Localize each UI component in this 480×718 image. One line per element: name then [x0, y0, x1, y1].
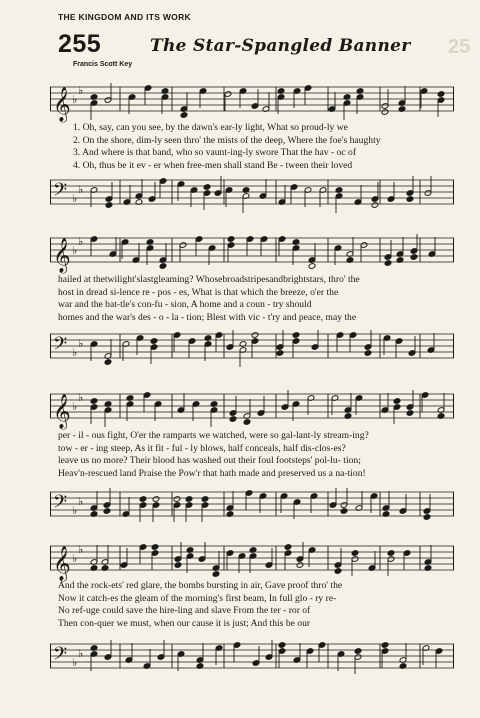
lyric-line: tow - er - ing steep, As it fit - ful - ly blows, half conceals, half dis-clos-es? [58, 442, 346, 454]
treble-clef-icon: 𝄞 [53, 238, 71, 273]
note-head [364, 350, 372, 357]
lyric-line: 3. And where is that band, who so vaunt-ing-ly swore That the hav - oc of [73, 147, 357, 158]
treble-staff [50, 538, 454, 580]
bass-staff [50, 172, 454, 214]
note-head [354, 648, 362, 655]
hymn-number: 255 [58, 30, 102, 58]
author-credit: Francis Scott Key [73, 61, 133, 68]
note-head [159, 263, 167, 270]
note-head [174, 562, 182, 569]
flat-icon: ♭ [78, 183, 84, 196]
note-head [296, 562, 304, 569]
note-head [284, 544, 292, 551]
bass-clef-icon: 𝄢 [53, 492, 68, 517]
flat-icon: ♭ [72, 346, 78, 359]
flat-icon: ♭ [72, 656, 78, 669]
lyrics-block [58, 580, 453, 630]
note-head [308, 263, 316, 270]
note-head [180, 112, 188, 119]
section-label: THE KINGDOM AND ITS WORK [58, 12, 191, 22]
lyric-line: host in dread si-lence re - pos - es, What is that which the breeze, o'er the [58, 286, 339, 298]
note-head [201, 496, 209, 503]
note-head [406, 196, 414, 203]
lyric-line: Then con-quer we must, when our cause it is just; And this be our [58, 617, 311, 629]
note-head [251, 332, 259, 339]
treble-staff [50, 79, 454, 121]
note-head [105, 202, 113, 209]
treble-staff [50, 386, 454, 428]
bass-clef-icon: 𝄢 [53, 334, 68, 359]
note-head [229, 416, 237, 423]
note-head [276, 350, 284, 357]
treble-clef-icon: 𝄞 [53, 546, 71, 581]
flat-icon: ♭ [78, 543, 84, 556]
lyric-line: 1. Oh, say, can you see, by the dawn's ear-ly light, What so proud-ly we [73, 122, 348, 133]
lyric-line: war and the bat-tle's con-fu - sion, A home and a coun - try should [58, 299, 312, 310]
lyric-line: per - il - ous fight, O'er the ramparts we watched, were so gal-lant-ly stream-ing? [58, 430, 369, 441]
lyric-line: No ref-uge could save the hire-ling and slave From the ter - ror of [58, 605, 311, 616]
flat-icon: ♭ [78, 337, 84, 350]
bass-clef-icon: 𝄢 [53, 644, 68, 669]
note-head [410, 254, 418, 261]
show-through-mark: 25 [448, 36, 471, 58]
note-head [227, 236, 235, 243]
bass-staff [50, 636, 454, 678]
note-head [173, 496, 181, 503]
lyric-line: leave us no more? Their blood has washed out their foul footsteps' pol-lu- tion; [58, 455, 361, 466]
flat-icon: ♭ [72, 504, 78, 517]
note-head [371, 202, 379, 209]
bass-clef-icon: 𝄢 [53, 180, 68, 205]
lyric-line: 4. Oh, thus be it ev - er when free-men shall stand Be - tween their loved [73, 159, 353, 171]
lyric-line: 2. On the shore, dim-ly seen thro' the mists of the deep, Where the foe's haughty [73, 134, 381, 146]
note-head [351, 550, 359, 557]
flat-icon: ♭ [78, 84, 84, 97]
note-head [139, 496, 147, 503]
lyric-line: hailed at thetwilight'slastgleaming? Whosebroadstripesandbrightstars, thro' the [58, 274, 360, 285]
lyric-line: Now it catch-es the gleam of the morning's first beam, In full glo - ry re- [58, 592, 337, 604]
note-head [387, 550, 395, 557]
treble-clef-icon: 𝄞 [53, 394, 71, 429]
note-head [90, 398, 98, 405]
note-head [152, 496, 160, 503]
note-head [292, 332, 300, 339]
lyric-line: Heav'n-rescued land Praise the Pow'r that hath made and preserved us a na-tion! [58, 467, 366, 479]
flat-icon: ♭ [78, 647, 84, 660]
lyric-line: And the rock-ets' red glare, the bombs bursting in air, Gave proof thro' the [58, 580, 343, 591]
note-head [185, 496, 193, 503]
lyrics-block [73, 122, 445, 172]
note-head [381, 642, 389, 649]
note-head [212, 571, 220, 578]
note-head [103, 508, 111, 515]
bass-staff [50, 326, 454, 368]
treble-staff [50, 230, 454, 272]
treble-clef-icon: 𝄞 [53, 87, 71, 122]
flat-icon: ♭ [72, 400, 78, 413]
note-head [243, 419, 251, 426]
note-head [150, 338, 158, 345]
flat-icon: ♭ [72, 552, 78, 565]
note-head [406, 410, 414, 417]
note-head [384, 260, 392, 267]
note-head [151, 544, 159, 551]
lyrics-block [58, 274, 453, 324]
flat-icon: ♭ [72, 244, 78, 257]
flat-icon: ♭ [72, 93, 78, 106]
note-head [393, 398, 401, 405]
hymn-title: The Star-Spangled Banner [150, 36, 411, 56]
note-head [437, 91, 445, 98]
lyrics-block [58, 430, 453, 480]
note-head [340, 508, 348, 515]
flat-icon: ♭ [78, 495, 84, 508]
lyric-line: homes and the war's des - o - la - tion; Blest with vic - t'ry and peace, may the [58, 311, 357, 323]
note-head [278, 642, 286, 649]
flat-icon: ♭ [78, 391, 84, 404]
note-head [381, 109, 389, 116]
flat-icon: ♭ [78, 235, 84, 248]
flat-icon: ♭ [72, 192, 78, 205]
note-head [334, 568, 342, 575]
note-head [423, 514, 431, 521]
note-head [104, 359, 112, 366]
bass-staff [50, 484, 454, 526]
note-head [203, 184, 211, 191]
